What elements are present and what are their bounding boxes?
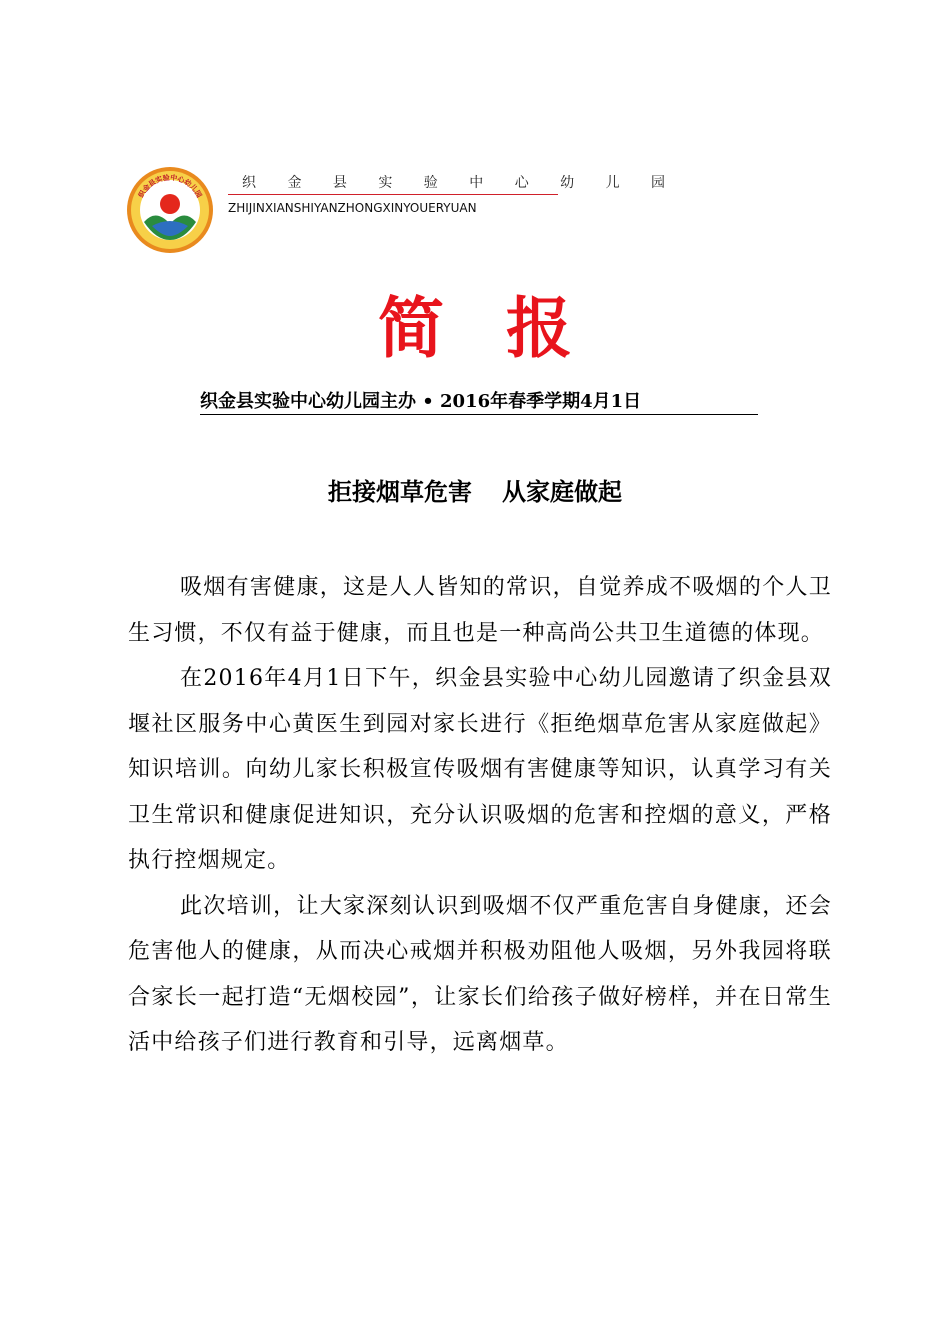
article-heading-part1: 拒接烟草危害 [328, 478, 472, 506]
org-name-pinyin: ZHIJINXIANSHIYANZHONGXINYOUERYUAN [228, 201, 477, 215]
kindergarten-logo [126, 166, 214, 254]
paragraph: 此次培训，让大家深刻认识到吸烟不仅严重危害自身健康，还会危害他人的健康，从而决心戒烟并积极劝阻他人吸烟，另外我园将联合家长一起打造“无烟校园”，让家长们给孩子做好榜样，并在日常生活中给孩子们进行教育和引导，远离烟草。 [128, 893, 832, 1055]
sponsor-line: 织金县实验中心幼儿园主办 • 2016年春季学期4月1日 [200, 391, 642, 412]
article-heading-part2: 从家庭做起 [502, 478, 622, 506]
paragraph: 吸烟有害健康，这是人人皆知的常识，自觉养成不吸烟的个人卫生习惯，不仅有益于健康，而且也是一种高尚公共卫生道德的体现。 [128, 575, 832, 646]
org-name-cn: 织 金 县 实 验 中 心 幼 儿 园 [242, 175, 679, 191]
sponsor-underline [200, 414, 758, 415]
header-divider [228, 194, 558, 195]
article-body [128, 565, 832, 1066]
article-heading [0, 476, 950, 508]
logo-text: 织金县实验中心幼儿园 [136, 173, 204, 200]
bulletin-title: 简报 [378, 289, 634, 367]
paragraph: 在2016年4月1日下午，织金县实验中心幼儿园邀请了织金县双堰社区服务中心黄医生到园对家长进行《拒绝烟草危害从家庭做起》知识培训。向幼儿家长积极宣传吸烟有害健康等知识，认真学习有关卫生常识和健康促进知识，充分认识吸烟的危害和控烟的意义，严格执行控烟规定。 [128, 666, 832, 873]
